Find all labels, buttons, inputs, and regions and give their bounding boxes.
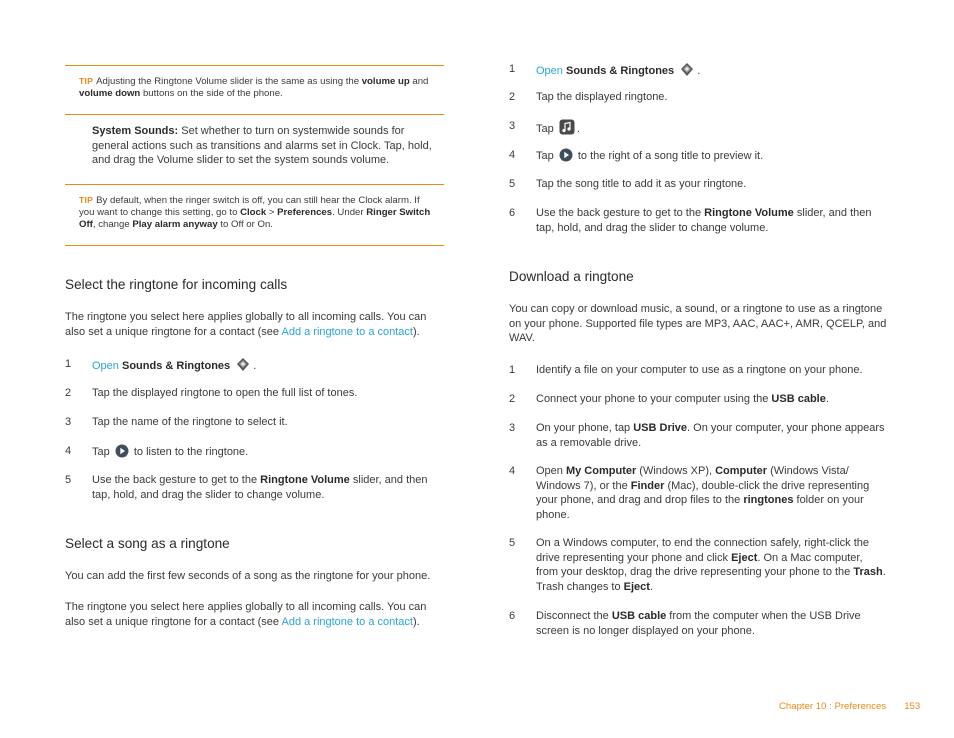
step-number: 1 [509, 63, 516, 75]
step-number: 5 [509, 178, 516, 190]
play-icon [115, 444, 129, 458]
step-text: Identify a file on your computer to use as a ringtone on your phone. [536, 364, 863, 376]
step-text: On your phone, tap USB Drive. On your computer, your phone appears as a removable drive. [536, 422, 885, 449]
step-text: On a Windows computer, to end the connection safely, right-click the drive representing your phone and click Eject. On a Mac computer, from your desktop, drag the drive representing your phone to the Trash. Trash changes to Eject. [536, 537, 886, 593]
step-text: Use the back gesture to get to the Ringtone Volume slider, and then tap, hold, and drag the slider to change volume. [92, 474, 428, 501]
sounds-ringtones-app-icon [679, 62, 695, 77]
page-number: 153 [904, 701, 921, 712]
tip-text: buttons on the side of the phone. [140, 88, 283, 99]
sounds-ringtones-label: Sounds & Ringtones [121, 360, 231, 372]
step-number: 4 [509, 465, 516, 477]
tip-bold: Ringer Switch Off [79, 207, 431, 230]
section-heading-download: Download a ringtone [509, 269, 634, 284]
step-text: Open Sounds & Ringtones . [92, 357, 444, 374]
step-text: Tap . [536, 119, 886, 137]
tip-bold: volume up [361, 76, 410, 87]
download-intro: You can copy or download music, a sound, or a ringtone to use as a ringtone on your phone. Supported file types are MP3, AAC, AAC+, AMR, QCELP, and WAV. [509, 303, 887, 344]
step-number: 5 [65, 474, 72, 486]
step-text: Tap the displayed ringtone to open the full list of tones. [92, 387, 358, 399]
chapter-label: Chapter 10 : Preferences [779, 701, 887, 712]
step-number: 5 [509, 537, 516, 549]
tip-text: . Under [332, 207, 367, 218]
step-number: 1 [509, 364, 516, 376]
sounds-ringtones-label: Sounds & Ringtones [565, 65, 675, 77]
tip-text: > [266, 207, 278, 218]
open-link[interactable]: Open [92, 360, 119, 372]
sounds-ringtones-app-icon [235, 357, 251, 372]
step-text: Open My Computer (Windows XP), Computer (Windows Vista/ Windows 7), or the Finder (Mac), double-click the drive representing your phone, and drag and drop files to the ringtones folder on your phone. [536, 465, 870, 521]
tip-text: and [409, 76, 429, 87]
step-text: Disconnect the USB cable from the computer when the USB Drive screen is no longer displayed on your phone. [536, 610, 861, 637]
step-text: Use the back gesture to get to the Ringtone Volume slider, and then tap, hold, and drag the slider to change volume. [536, 207, 872, 234]
system-sounds-text: Set whether to turn on systemwide sounds for general actions such as transitions and alarms set in Clock. Tap, hold, and drag the Volume slider to set the system sounds volume. [92, 125, 432, 166]
step-number: 3 [509, 422, 516, 434]
intro-text: The ringtone you select here applies globally to all incoming calls. You can also set a unique ringtone for a contact (see [65, 311, 427, 338]
system-sounds-description [92, 124, 444, 168]
tip-bold: Play alarm anyway [132, 219, 218, 230]
add-ringtone-contact-link[interactable]: Add a ringtone to a contact [281, 615, 413, 628]
music-note-icon [559, 119, 575, 135]
tip-box-volume [65, 65, 444, 115]
step-text: Tap the displayed ringtone. [536, 91, 668, 103]
song-intro: You can add the first few seconds of a song as the ringtone for your phone. [65, 570, 431, 582]
step-number: 6 [509, 610, 516, 622]
step-number: 6 [509, 207, 516, 219]
add-ringtone-contact-link[interactable]: Add a ringtone to a contact [281, 325, 413, 338]
tip-bold: Clock [240, 207, 267, 218]
tip-text: Adjusting the Ringtone Volume slider is the same as using the [96, 76, 362, 87]
step-number: 3 [509, 120, 516, 132]
step-text: Tap to listen to the ringtone. [92, 446, 249, 458]
open-link[interactable]: Open [536, 65, 563, 77]
step-text: Tap the name of the ringtone to select it. [92, 416, 288, 428]
step-number: 1 [65, 358, 72, 370]
intro-text: ). [412, 325, 420, 338]
page-footer [779, 700, 920, 715]
song-global-note: The ringtone you select here applies globally to all incoming calls. You can also set a unique ringtone for a contact (see Add a ringtone to a contact). [65, 601, 427, 628]
step-text: Tap to the right of a song title to preview it. [536, 150, 764, 162]
step-text: Tap the song title to add it as your ringtone. [536, 178, 747, 190]
step-number: 4 [509, 149, 516, 161]
step-number: 3 [65, 416, 72, 428]
tip-box-alarm [65, 184, 444, 246]
tip-text: By default, when the ringer switch is off, you can still hear the Clock alarm. If you want to change this setting, go to [79, 195, 420, 218]
tip-bold: Preferences [277, 207, 333, 218]
tip-text: , change [92, 219, 133, 230]
play-icon [559, 148, 573, 162]
tip-text: to Off or On. [217, 219, 273, 230]
section-heading-song-ringtone: Select a song as a ringtone [65, 536, 230, 551]
step-text: Connect your phone to your computer using the USB cable. [536, 393, 829, 405]
section-intro [65, 310, 445, 339]
step-number: 4 [65, 445, 72, 457]
step-number: 2 [509, 91, 516, 103]
step-number: 2 [509, 393, 516, 405]
tip-label: TIP [79, 195, 94, 205]
step-text: Open Sounds & Ringtones . [536, 62, 886, 79]
system-sounds-label: System Sounds: [92, 125, 179, 137]
tip-bold: volume down [79, 88, 141, 99]
tip-label: TIP [79, 76, 94, 86]
section-heading-incoming-calls: Select the ringtone for incoming calls [65, 277, 288, 292]
step-number: 2 [65, 387, 72, 399]
